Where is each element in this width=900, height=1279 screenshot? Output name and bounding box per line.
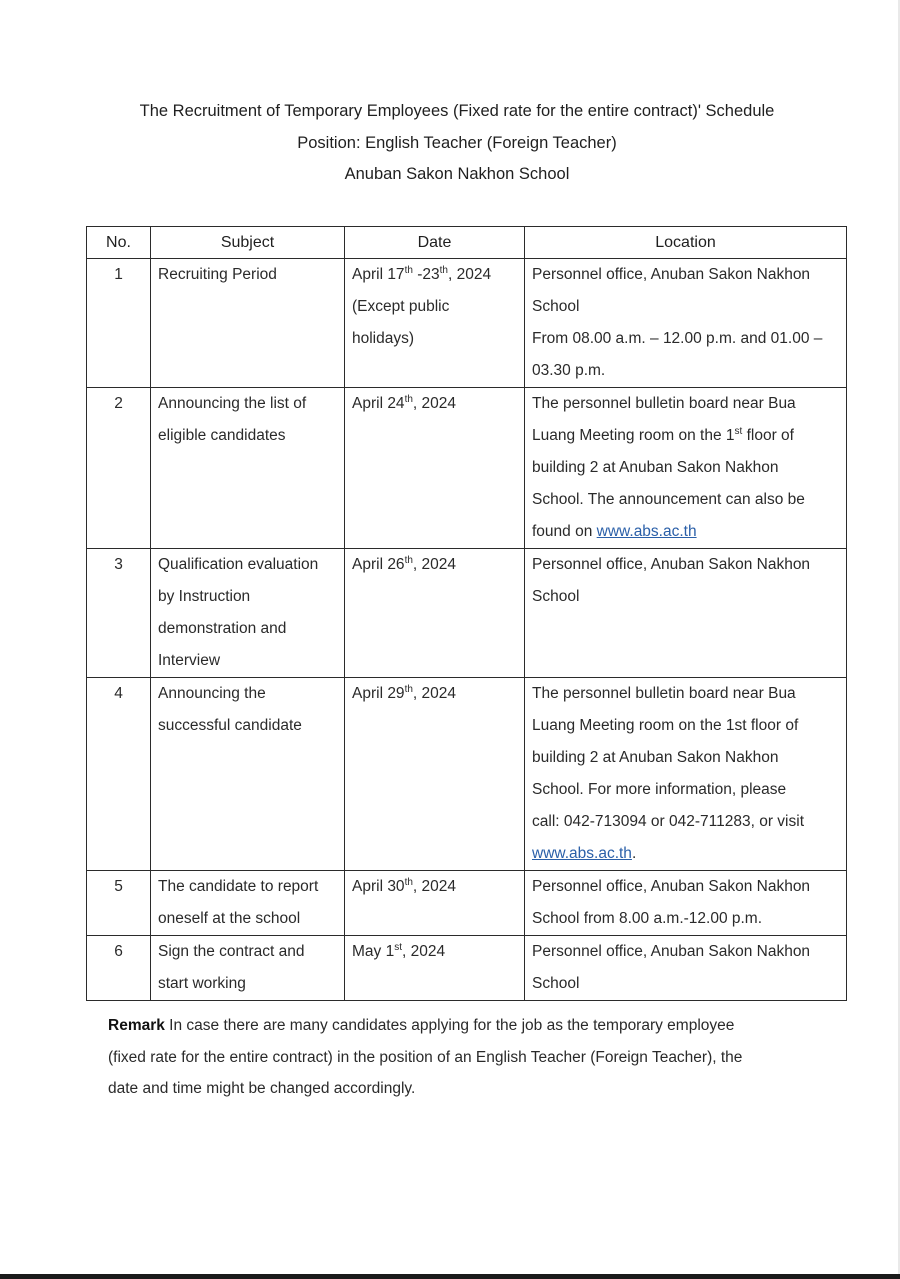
table-row [87,259,847,388]
location-line: found on www.abs.ac.th [532,523,697,540]
row-location [525,936,847,1001]
date-line: April 26th, 2024 [352,554,457,573]
row-date [345,259,525,388]
subject-line: The candidate to report [158,878,319,895]
remark-line: date and time might be changed accordingly. [108,1080,416,1097]
row-location [525,259,847,388]
table-row [87,388,847,549]
subject-line: Announcing the list of [158,395,307,412]
scan-bottom-edge [0,1274,900,1279]
subject-line: eligible candidates [158,427,286,444]
date-line: May 1st, 2024 [352,941,446,960]
remark-line: (fixed rate for the entire contract) in the position of an English Teacher (Foreign Teacher), the [108,1048,743,1066]
location-line: The personnel bulletin board near Bua [532,395,796,412]
website-link[interactable]: www.abs.ac.th [596,523,697,540]
header-no: No. [87,227,151,259]
schedule-table [86,226,847,1001]
table-row [87,549,847,678]
row-number: 2 [87,388,151,549]
subject-line: successful candidate [158,717,302,734]
date-line: April 29th, 2024 [352,683,457,702]
subject-line: Qualification evaluation [158,556,319,573]
subject-line: Recruiting Period [158,266,277,283]
subject-line: by Instruction [158,588,251,605]
header-title: The Recruitment of Temporary Employees (Fixed rate for the entire contract)' Schedule [139,102,775,120]
date-line: April 24th, 2024 [352,393,457,412]
location-line: School [532,975,580,992]
row-date [345,936,525,1001]
row-location [525,388,847,549]
row-date [345,871,525,936]
row-number: 3 [87,549,151,678]
remark-line: Remark In case there are many candidates applying for the job as the temporary employee [108,1017,735,1034]
row-date [345,549,525,678]
row-number: 4 [87,678,151,871]
subject-line: start working [158,975,246,992]
row-number: 6 [87,936,151,1001]
remark-label: Remark [108,1017,165,1034]
date-note-line: holidays) [352,330,415,347]
header-position: Position: English Teacher (Foreign Teacher) [297,133,617,152]
location-line: School [532,588,580,605]
location-line: building 2 at Anuban Sakon Nakhon [532,459,779,476]
subject-line: oneself at the school [158,910,301,927]
location-line: The personnel bulletin board near Bua [532,685,796,702]
location-line: www.abs.ac.th. [532,845,637,862]
location-line: Luang Meeting room on the 1st floor of [532,717,799,734]
location-line: Luang Meeting room on the 1st floor of [532,425,794,444]
row-date [345,678,525,871]
location-line: School from 8.00 a.m.-12.00 p.m. [532,910,763,927]
row-date [345,388,525,549]
row-subject [151,259,345,388]
header-subject: Subject [151,227,345,259]
row-location [525,678,847,871]
remark-paragraph [108,1010,808,1105]
row-location [525,549,847,678]
table-row [87,678,847,871]
location-line: 03.30 p.m. [532,362,606,379]
location-line: building 2 at Anuban Sakon Nakhon [532,749,779,766]
header-school: Anuban Sakon Nakhon School [344,165,570,183]
subject-line: Sign the contract and [158,943,305,960]
row-subject [151,936,345,1001]
subject-line: Interview [158,652,221,669]
table-header-row [87,227,847,259]
location-line: School [532,298,580,315]
location-line: call: 042-713094 or 042-711283, or visit [532,813,804,830]
date-line: April 30th, 2024 [352,876,457,895]
row-location [525,871,847,936]
row-subject [151,549,345,678]
row-number: 5 [87,871,151,936]
row-subject [151,871,345,936]
location-line: From 08.00 a.m. – 12.00 p.m. and 01.00 – [532,330,823,347]
date-note-line: (Except public [352,298,450,315]
date-line: April 17th -23th, 2024 [352,264,492,283]
header-date: Date [345,227,525,259]
table-row [87,871,847,936]
table-row [87,936,847,1001]
location-line: Personnel office, Anuban Sakon Nakhon [532,878,811,895]
location-line: Personnel office, Anuban Sakon Nakhon [532,556,811,573]
row-subject [151,678,345,871]
location-line: School. For more information, please [532,781,787,798]
document-header [0,96,900,191]
row-number: 1 [87,259,151,388]
header-location: Location [525,227,847,259]
location-line: Personnel office, Anuban Sakon Nakhon [532,943,811,960]
website-link[interactable]: www.abs.ac.th [532,845,632,862]
subject-line: demonstration and [158,620,287,637]
location-line: School. The announcement can also be [532,491,805,508]
subject-line: Announcing the [158,685,266,702]
row-subject [151,388,345,549]
location-line: Personnel office, Anuban Sakon Nakhon [532,266,811,283]
